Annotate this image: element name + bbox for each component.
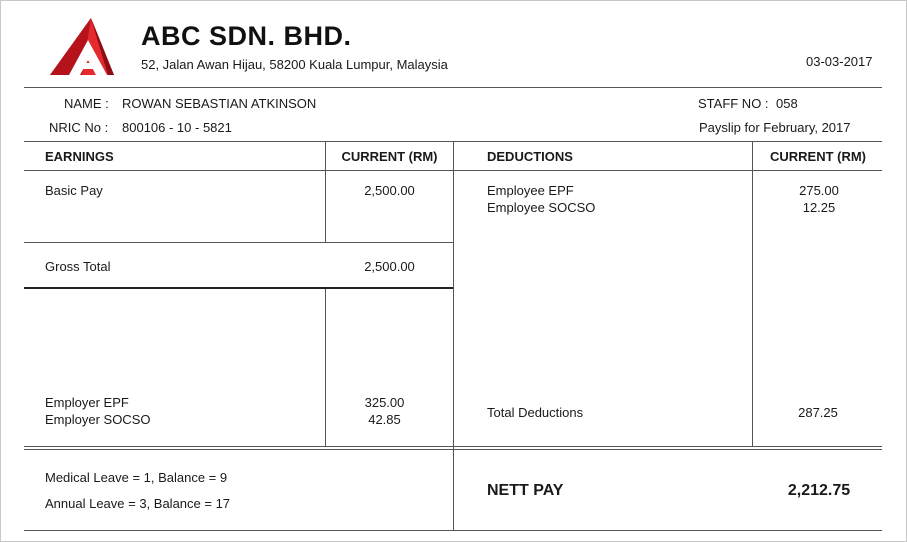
employer-socso-value: 42.85 <box>368 412 401 427</box>
company-address: 52, Jalan Awan Hijau, 58200 Kuala Lumpur, Malaysia <box>141 57 448 72</box>
payslip-period: Payslip for February, 2017 <box>699 120 851 135</box>
earnings-gross-divider <box>24 242 453 243</box>
employee-socso-value: 12.25 <box>802 200 836 215</box>
header-divider <box>24 87 882 88</box>
employee-nric: 800106 - 10 - 5821 <box>122 120 232 135</box>
earnings-gross-bottom-thick <box>24 287 453 289</box>
employee-name: ROWAN SEBASTIAN ATKINSON <box>122 96 317 111</box>
earnings-header: EARNINGS <box>45 149 114 164</box>
basic-pay-label: Basic Pay <box>45 183 103 198</box>
employee-epf-value: 275.00 <box>799 183 839 198</box>
nric-label: NRIC No : <box>49 120 109 135</box>
employer-epf-label: Employer EPF <box>45 395 129 410</box>
employee-epf-label: Employee EPF <box>487 183 574 198</box>
annual-leave: Annual Leave = 3, Balance = 17 <box>45 496 231 511</box>
employee-socso-label: Employee SOCSO <box>487 200 596 215</box>
total-deductions-value: 287.25 <box>798 405 838 420</box>
staff-no-label: STAFF NO : <box>698 96 769 111</box>
medical-leave: Medical Leave = 1, Balance = 9 <box>45 470 228 485</box>
payslip-date: 03-03-2017 <box>806 54 873 69</box>
earnings-current-header: CURRENT (RM) <box>341 149 438 164</box>
deductions-header: DEDUCTIONS <box>487 149 573 164</box>
gross-total-value: 2,500.00 <box>364 259 415 274</box>
basic-pay-value: 2,500.00 <box>364 183 415 198</box>
employer-epf-value: 325.00 <box>364 395 405 410</box>
name-label: NAME : <box>64 96 109 111</box>
company-name: ABC SDN. BHD. <box>141 21 352 51</box>
total-deductions-label: Total Deductions <box>487 405 584 420</box>
nett-pay-value: 2,212.75 <box>787 482 851 499</box>
company-logo-icon <box>50 18 114 76</box>
employer-socso-label: Employer SOCSO <box>45 412 151 427</box>
gross-total-label: Gross Total <box>45 259 111 274</box>
center-divider <box>453 141 454 531</box>
staff-no: 058 <box>776 96 798 111</box>
deductions-current-header: CURRENT (RM) <box>769 149 867 164</box>
nett-pay-label: NETT PAY <box>487 482 564 499</box>
